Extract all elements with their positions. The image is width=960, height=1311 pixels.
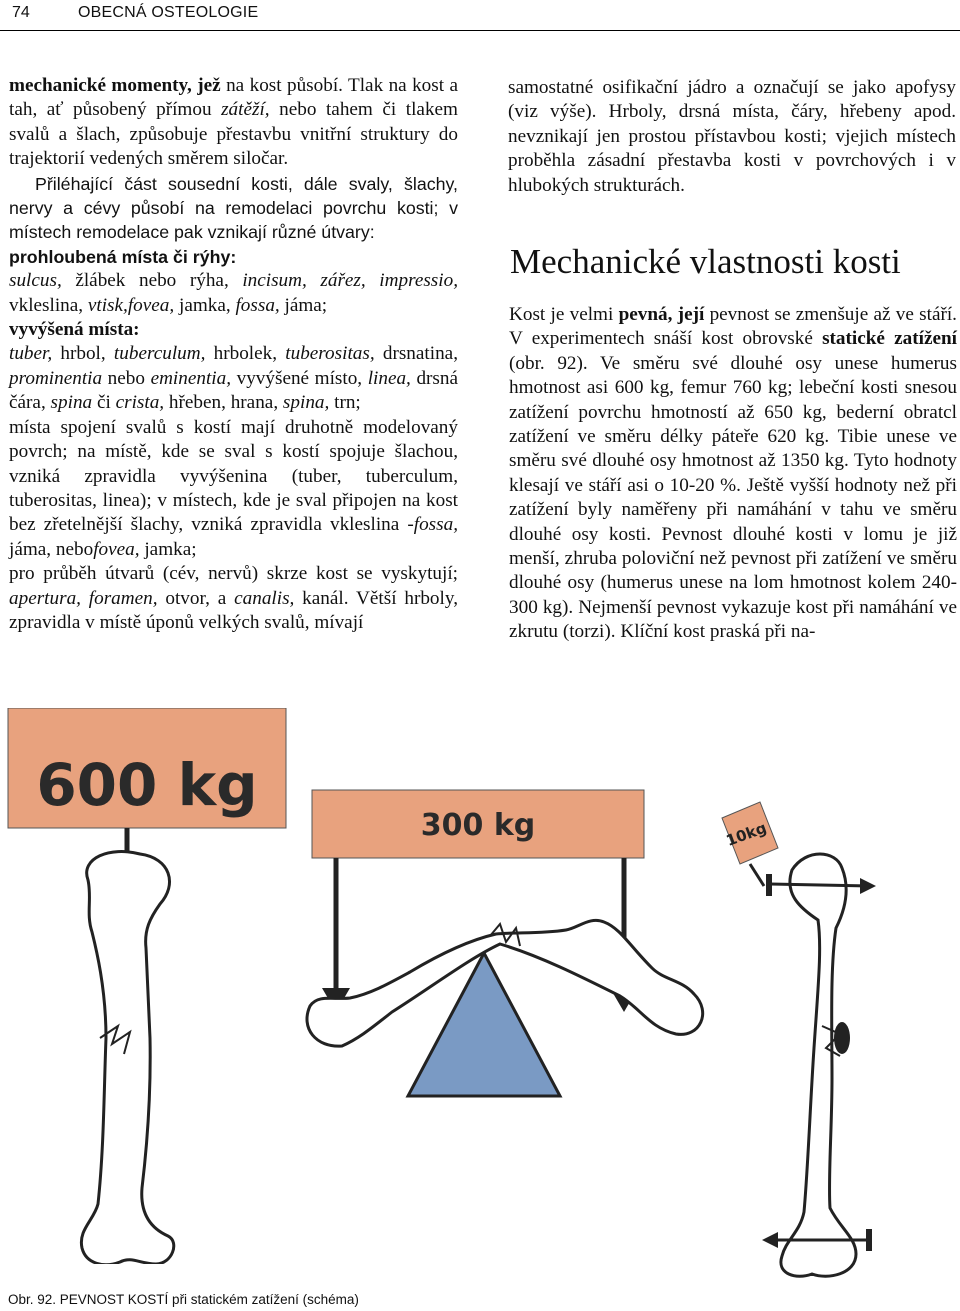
subheading-elevations: vyvýšená místa:	[9, 319, 140, 341]
subheading-depressions: prohloubená místa či rýhy:	[9, 246, 237, 267]
left-paragraph-openings: pro průběh útvarů (cév, nervů) skrze kost se vyskytují; apertura, foramen, otvor, a canalis, kanál. Větší hrboly, zpravidla v místě úponů velkých svalů, mívají	[9, 563, 459, 633]
tag-string	[750, 864, 764, 886]
page-number: 74	[12, 4, 30, 21]
right-paragraph-1: samostatné osifikační jádro a označují se jako apofysy (viz výše). Hrboly, drsná místa, čáry, hřebeny apod. nevznikají jen prostou přístavbou kosti; vjejich místech proběhla zásadní přestavba kosti v povrchových i v hlubokých strukturách.	[508, 77, 956, 196]
weight-box-300kg	[312, 790, 644, 858]
left-paragraph-muscles: místa spojení svalů s kostí mají druhotně modelovaný povrch; na místě, kde se sval s kostí spojuje šlachou, vzniká zpravidla vyvýšenina (tuber, tuberculum, tuberositas, linea); v místech, kde je sval připojen na kost bez zřetelnější šlachy, vzniká zpravidla vkleslina -fossa, jáma, nebofovea, jamka;	[9, 416, 458, 560]
left-paragraph-elevations: tuber, hrbol, tuberculum, hrbolek, tuberositas, drsnatina, prominentia nebo eminentia, vyvýšené místo, linea, drsná čára, spina či crista, hřeben, hrana, spina, trn;	[9, 343, 458, 414]
left-paragraph-2: Přiléhající část sousední kosti, dále svaly, šlachy, nervy a cévy působí na remodelaci povrchu kosti; v místech remodelace pak vznikají různé útvary:	[9, 173, 458, 243]
svg-text:10kg: 10kg	[723, 818, 769, 850]
weight-tag-10kg	[722, 802, 778, 864]
right-paragraph-2: Kost je velmi pevná, její pevnost se zmenšuje až ve stáří. V experimentech snáší kost obrovské statické zatížení (obr. 92). Ve směru své dlouhé osy unese humerus hmotnost asi 600 kg, femur 760 kg; lebeční kosti snesou zatížení povrchu hmotností až 650 kg, bederní obratcl zatížení ve směru délky páteře 620 kg. Tibie unese ve směru své dlouhé osy hmotnost až 1350 kg. Tyto hodnoty klesají ve stáří asi o 10-20 %. Ještě vyšší hodnoty než při zatížení byly naměřeny při namáhání v tahu ve směru dlouhé osy kosti. Pevnost dlouhé kosti v lomu je již menší, zhruba poloviční než pevnost při zatížení ve směru dlouhé osy (humerus unese na lom hmotnost kolem 240-300 kg). Nejmenší pevnost vykazuje kost při namáhání ve zkrutu (torzi). Klíční kost praská při na-	[509, 304, 957, 643]
page-header	[0, 0, 960, 31]
section-heading: Mechanické vlastnosti kosti	[510, 242, 901, 281]
weight-box-600kg	[8, 708, 286, 828]
fracture-hole	[834, 1022, 850, 1054]
left-column	[9, 74, 458, 635]
bone-strength-figure	[0, 708, 960, 1288]
running-title: OBECNÁ OSTEOLOGIE	[78, 4, 259, 21]
figure-caption: Obr. 92. PEVNOST KOSTÍ při statickém zatížení (schéma)	[8, 1292, 359, 1307]
right-column-top	[508, 76, 956, 198]
right-column-body	[509, 303, 957, 645]
svg-text:600 kg: 600 kg	[36, 751, 258, 819]
humerus-bone	[81, 852, 173, 1265]
femur-bone-vertical	[781, 854, 856, 1276]
arrow-down-icon	[322, 858, 350, 1012]
left-paragraph-depressions: sulcus, žlábek nebo rýha, incisum, zářez, impressio, vkleslina, vtisk,fovea, jamka, fossa, jáma;	[9, 270, 458, 316]
left-paragraph-1: mechanické momenty, jež na kost působí. Tlak na kost a tah, ať působený přímou zátěží, nebo tahem či tlakem svalů a šlach, způsobuje přestavbu vnitřní struktury do trajektorií vedených směrem siločar.	[9, 75, 458, 170]
svg-text:300 kg: 300 kg	[420, 808, 536, 843]
